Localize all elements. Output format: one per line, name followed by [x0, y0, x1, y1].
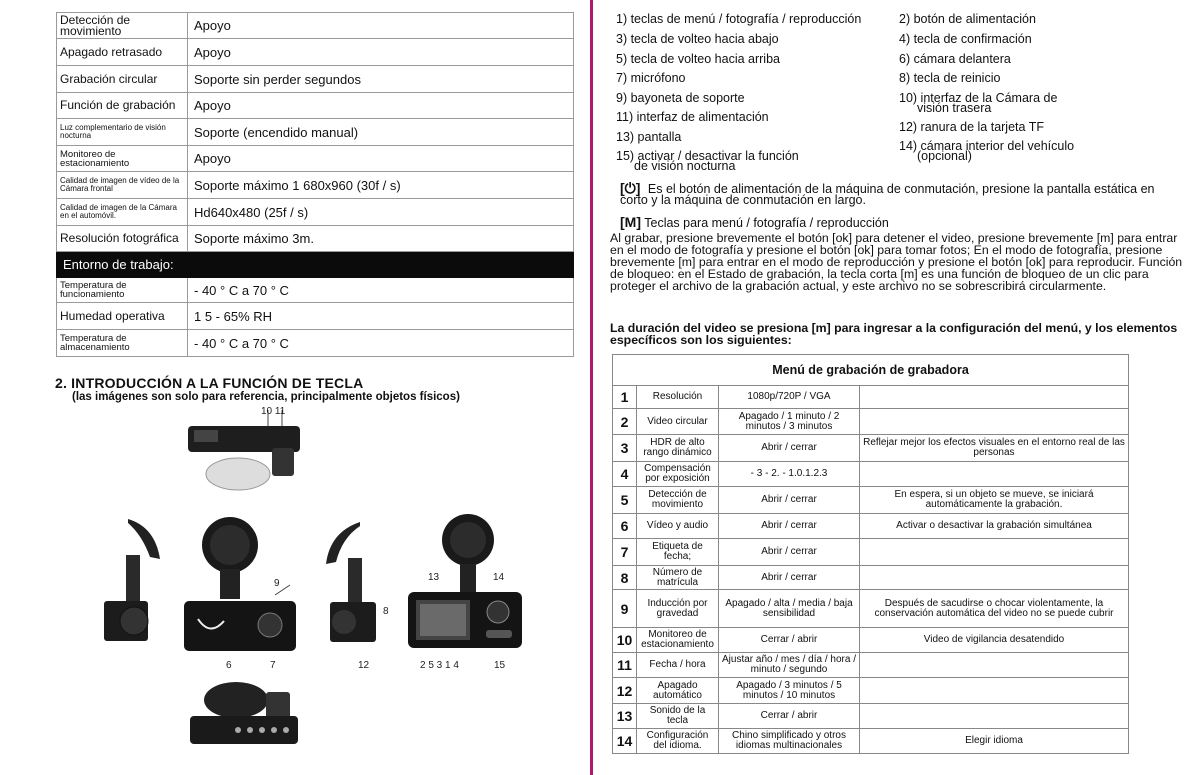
spec-key: Luz complementario de visión nocturna	[57, 119, 188, 146]
key-item: 13) pantalla	[616, 130, 682, 144]
spec-key: Detección de movimiento	[57, 13, 188, 39]
menu-row-value: Abrir / cerrar	[719, 514, 860, 539]
menu-row-value: Apagado / alta / media / baja sensibilidad	[719, 590, 860, 628]
menu-row-description	[860, 704, 1129, 729]
menu-row	[613, 566, 1129, 590]
spec-row	[57, 330, 574, 357]
section-title: 2. INTRODUCCIÓN A LA FUNCIÓN DE TECLA	[55, 375, 364, 391]
spec-value: 1 5 - 65% RH	[188, 303, 574, 330]
menu-key-text: Teclas para menú / fotografía / reproducción	[644, 216, 889, 230]
spec-value: Soporte máximo 1 680x960 (30f / s)	[188, 172, 574, 199]
spec-key: Temperatura de almacenamiento	[57, 330, 188, 357]
menu-row	[613, 628, 1129, 653]
menu-row-description: En espera, si un objeto se mueve, se iniciará automáticamente la grabación.	[860, 487, 1129, 514]
dashcam-back-view-image	[406, 512, 524, 652]
spec-row	[57, 119, 574, 146]
menu-row-name: Sonido de la tecla	[637, 704, 719, 729]
menu-row-name: Número de matrícula	[637, 566, 719, 590]
spec-key: Calidad de imagen de la Cámara en el automóvil.	[57, 199, 188, 226]
menu-row	[613, 539, 1129, 566]
menu-row-number: 2	[613, 409, 637, 435]
menu-row-value: Abrir / cerrar	[719, 566, 860, 590]
menu-row-name: Etiqueta de fecha;	[637, 539, 719, 566]
dashcam-front-view-image	[180, 515, 305, 655]
section-subtitle: (las imágenes son solo para referencia, principalmente objetos físicos)	[72, 391, 460, 403]
menu-row-number: 5	[613, 487, 637, 514]
menu-row-number: 14	[613, 729, 637, 754]
menu-row-number: 6	[613, 514, 637, 539]
spec-key: Grabación circular	[57, 66, 188, 93]
label-14: 14	[493, 572, 505, 583]
menu-row	[613, 487, 1129, 514]
key-item: 10) interfaz de la Cámara de	[899, 91, 1058, 105]
menu-row-number: 7	[613, 539, 637, 566]
spec-value: Soporte sin perder segundos	[188, 66, 574, 93]
spec-row	[57, 39, 574, 66]
menu-row-description	[860, 386, 1129, 409]
menu-row	[613, 386, 1129, 409]
menu-row-description	[860, 653, 1129, 678]
key-item: 8) tecla de reinicio	[899, 71, 1001, 85]
spec-value: Hd640x480 (25f / s)	[188, 199, 574, 226]
spec-value: - 40 ° C a 70 ° C	[188, 330, 574, 357]
dashcam-bottom-view-image	[186, 680, 306, 750]
menu-row-name: Apagado automático	[637, 678, 719, 704]
menu-intro: La duración del video se presiona [m] para ingresar a la configuración del menú, y los elementos específicos son los siguientes:	[610, 321, 1178, 347]
menu-row-number: 1	[613, 386, 637, 409]
menu-row-description	[860, 409, 1129, 435]
spec-value: Apoyo	[188, 13, 574, 39]
menu-table-title: Menú de grabación de grabadora	[613, 355, 1129, 386]
menu-key-icon: [M]	[620, 214, 641, 230]
menu-row-number: 10	[613, 628, 637, 653]
key-item: 5) tecla de volteo hacia arriba	[616, 52, 780, 66]
menu-row-value: 1080p/720P / VGA	[719, 386, 860, 409]
menu-row-description: Después de sacudirse o chocar violentamente, la conservación automática del video no se puede cubrir	[860, 590, 1129, 628]
menu-row-name: Video circular	[637, 409, 719, 435]
key-item: de visión nocturna	[634, 159, 736, 173]
key-item: 15) activar / desactivar la función	[616, 149, 799, 163]
menu-row-number: 9	[613, 590, 637, 628]
menu-row-name: Resolución	[637, 386, 719, 409]
menu-row-description: Elegir idioma	[860, 729, 1129, 754]
menu-row-name: Fecha / hora	[637, 653, 719, 678]
key-item: visión trasera	[917, 101, 992, 115]
menu-table	[612, 354, 1129, 754]
menu-row-value: Ajustar año / mes / día / hora / minuto / segundo	[719, 653, 860, 678]
spec-value: - 40 ° C a 70 ° C	[188, 278, 574, 303]
menu-row-name: Vídeo y audio	[637, 514, 719, 539]
spec-row	[57, 13, 574, 39]
spec-key: Apagado retrasado	[57, 39, 188, 66]
left-page	[0, 0, 590, 775]
menu-row-number: 3	[613, 435, 637, 462]
key-item: 4) tecla de confirmación	[899, 32, 1032, 46]
menu-row-number: 8	[613, 566, 637, 590]
label-10-11: 10 11	[261, 406, 286, 417]
menu-row-value: Chino simplificado y otros idiomas multinacionales	[719, 729, 860, 754]
label-15: 15	[494, 660, 506, 671]
menu-row-number: 4	[613, 462, 637, 487]
menu-row-name: Compensación por exposición	[637, 462, 719, 487]
menu-row-value: Apagado / 3 minutos / 5 minutos / 10 minutos	[719, 678, 860, 704]
menu-row	[613, 462, 1129, 487]
page-divider	[590, 0, 593, 775]
menu-row-description	[860, 566, 1129, 590]
menu-row	[613, 653, 1129, 678]
menu-row-value: Cerrar / abrir	[719, 628, 860, 653]
spec-key: Humedad operativa	[57, 303, 188, 330]
menu-row-description	[860, 678, 1129, 704]
menu-row-name: HDR de alto rango dinámico	[637, 435, 719, 462]
key-item: 7) micrófono	[616, 71, 686, 85]
menu-row	[613, 704, 1129, 729]
menu-row-description	[860, 539, 1129, 566]
environment-label: Entorno de trabajo:	[57, 252, 574, 278]
menu-row	[613, 514, 1129, 539]
label-9: 9	[274, 578, 280, 589]
label-13: 13	[428, 572, 440, 583]
key-item: 11) interfaz de alimentación	[616, 110, 769, 124]
label-8: 8	[383, 606, 389, 617]
spec-row	[57, 146, 574, 172]
key-item: 12) ranura de la tarjeta TF	[899, 120, 1044, 134]
menu-row-value: Cerrar / abrir	[719, 704, 860, 729]
menu-row-description	[860, 462, 1129, 487]
menu-row	[613, 590, 1129, 628]
menu-row-value: Abrir / cerrar	[719, 487, 860, 514]
menu-row-description: Activar o desactivar la grabación simultánea	[860, 514, 1129, 539]
spec-table	[56, 12, 574, 357]
right-page	[600, 0, 1189, 775]
menu-row-number: 13	[613, 704, 637, 729]
menu-row-name: Configuración del idioma.	[637, 729, 719, 754]
spec-key: Resolución fotográfica	[57, 226, 188, 252]
menu-row	[613, 678, 1129, 704]
dashcam-right-side-image	[318, 518, 383, 648]
spec-value: Apoyo	[188, 146, 574, 172]
spec-key: Función de grabación	[57, 93, 188, 119]
spec-row	[57, 199, 574, 226]
dashcam-top-view-image	[180, 408, 310, 492]
spec-row	[57, 278, 574, 303]
menu-row	[613, 729, 1129, 754]
function-paragraph: Al grabar, presione brevemente el botón [ok] para detener el video, presione brevemente [m] para entrar en el modo de fotografía y presione el botón [ok] para tomar fotos; En el modo de fotografía, presione brevemente [m] para entrar en el modo de reproducción y presione el botón [ok] para reproducir. Función de bloqueo: en el Estado de grabación, la tecla corta [m] es una función de bloqueo de un clic para proteger el archivo de la grabación actual, y este archivo no se sobrescribirá circularmente.	[610, 231, 1183, 293]
spec-key: Temperatura de funcionamiento	[57, 278, 188, 303]
menu-row-number: 12	[613, 678, 637, 704]
key-item: 6) cámara delantera	[899, 52, 1011, 66]
key-item: 3) tecla de volteo hacia abajo	[616, 32, 779, 46]
spec-row	[57, 66, 574, 93]
spec-value: Apoyo	[188, 93, 574, 119]
key-item: 14) cámara interior del vehículo	[899, 139, 1075, 153]
spec-row	[57, 93, 574, 119]
menu-row-value: Apagado / 1 minuto / 2 minutos / 3 minutos	[719, 409, 860, 435]
power-description	[620, 180, 1180, 207]
menu-row-name: Inducción por gravedad	[637, 590, 719, 628]
power-icon: [⏻]	[620, 180, 641, 196]
spec-key: Calidad de imagen de vídeo de la Cámara frontal	[57, 172, 188, 199]
label-bottom-seq: 2 5 3 1 4	[420, 660, 459, 671]
menu-key-heading	[620, 214, 889, 230]
key-item: 1) teclas de menú / fotografía / reproducción	[616, 12, 862, 26]
power-text: Es el botón de alimentación de la máquina de conmutación, presione la pantalla estática en corto y la máquina de conmutación en largo.	[620, 182, 1155, 207]
label-6: 6	[226, 660, 232, 671]
menu-row	[613, 409, 1129, 435]
spec-value: Apoyo	[188, 39, 574, 66]
key-item: 9) bayoneta de soporte	[616, 91, 745, 105]
menu-row-value: Abrir / cerrar	[719, 539, 860, 566]
spec-row	[57, 172, 574, 199]
spec-key: Monitoreo de estacionamiento	[57, 146, 188, 172]
menu-row-number: 11	[613, 653, 637, 678]
menu-row-name: Detección de movimiento	[637, 487, 719, 514]
spec-row	[57, 303, 574, 330]
spec-value: Soporte máximo 3m.	[188, 226, 574, 252]
environment-header	[57, 252, 574, 278]
spec-row	[57, 226, 574, 252]
menu-row-value: Abrir / cerrar	[719, 435, 860, 462]
menu-row-name: Monitoreo de estacionamiento	[637, 628, 719, 653]
key-item: 2) botón de alimentación	[899, 12, 1036, 26]
menu-row-value: - 3 - 2. - 1.0.1.2.3	[719, 462, 860, 487]
menu-row	[613, 435, 1129, 462]
dashcam-side-view-image	[100, 515, 170, 645]
label-7: 7	[270, 660, 276, 671]
menu-row-description: Video de vigilancia desatendido	[860, 628, 1129, 653]
spec-value: Soporte (encendido manual)	[188, 119, 574, 146]
key-item: (opcional)	[917, 149, 972, 163]
label-12: 12	[358, 660, 370, 671]
menu-row-description: Reflejar mejor los efectos visuales en el entorno real de las personas	[860, 435, 1129, 462]
